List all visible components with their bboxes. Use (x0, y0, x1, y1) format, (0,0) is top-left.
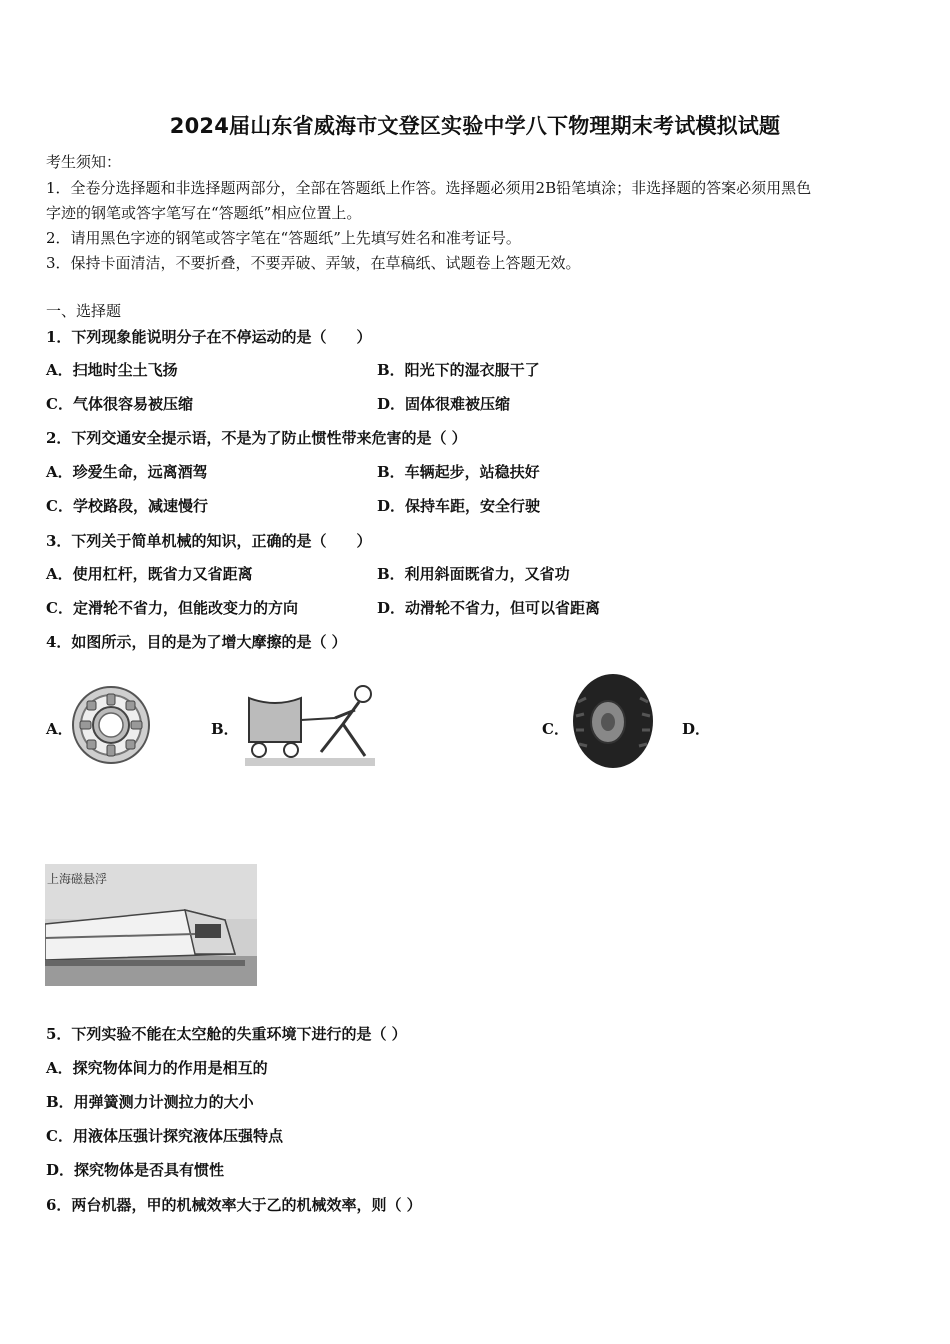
q1-option-b: B．阳光下的湿衣服干了 (377, 361, 540, 379)
tire-image (570, 672, 656, 774)
q3-option-c: C．定滑轮不省力，但能改变力的方向 (46, 599, 298, 617)
question-4-stem: 4．如图所示，目的是为了增大摩擦的是（ ） (46, 633, 347, 651)
notice-item-1: 1．全卷分选择题和非选择题两部分，全部在答题纸上作答。选择题必须用2B铅笔填涂；非选择题的答案必须用黑色 (46, 179, 812, 197)
q2-option-b: B．车辆起步，站稳扶好 (377, 463, 540, 481)
q3-option-d: D．动滑轮不省力，但可以省距离 (377, 599, 601, 617)
q4-label-c: C． (542, 720, 569, 738)
q4-label-a: A． (46, 720, 73, 738)
bearing-image (70, 684, 152, 770)
q2-option-d: D．保持车距，安全行驶 (377, 497, 541, 515)
notice-heading: 考生须知： (46, 153, 122, 171)
page-title: 2024届山东省威海市文登区实验中学八下物理期末考试模拟试题 (169, 114, 781, 138)
q5-option-b: B．用弹簧测力计测拉力的大小 (46, 1093, 254, 1111)
q5-option-d: D．探究物体是否具有惯性 (46, 1161, 225, 1179)
q5-option-a: A．探究物体间力的作用是相互的 (46, 1059, 268, 1077)
q4-label-b: B． (211, 720, 239, 738)
q3-option-b: B．利用斜面既省力，又省功 (377, 565, 570, 583)
notice-item-1-cont: 字迹的钢笔或答字笔写在“答题纸”相应位置上。 (46, 204, 362, 222)
notice-item-3: 3．保持卡面清洁，不要折叠，不要弄破、弄皱，在草稿纸、试题卷上答题无效。 (46, 254, 581, 272)
question-5-stem: 5．下列实验不能在太空舱的失重环境下进行的是（ ） (46, 1025, 407, 1043)
q2-option-a: A．珍爱生命，远离酒驾 (46, 463, 208, 481)
q4-label-d: D． (682, 720, 711, 738)
maglev-train-image (45, 864, 257, 986)
maglev-caption: 上海磁悬浮 (47, 872, 108, 886)
q1-option-d: D．固体很难被压缩 (377, 395, 511, 413)
section-heading: 一、选择题 (46, 302, 122, 320)
question-3-stem: 3．下列关于简单机械的知识，正确的是（ ） (46, 532, 372, 550)
q1-option-c: C．气体很容易被压缩 (46, 395, 193, 413)
question-6-stem: 6．两台机器，甲的机械效率大于乙的机械效率，则（ ） (46, 1196, 422, 1214)
notice-item-2: 2．请用黑色字迹的钢笔或答字笔在“答题纸”上先填写姓名和准考证号。 (46, 229, 521, 247)
cart-pulling-image (245, 680, 375, 770)
question-2-stem: 2．下列交通安全提示语，不是为了防止惯性带来危害的是（ ） (46, 429, 467, 447)
q1-option-a: A．扫地时尘土飞扬 (46, 361, 178, 379)
question-1-stem: 1．下列现象能说明分子在不停运动的是（ ） (46, 328, 372, 346)
q3-option-a: A．使用杠杆，既省力又省距离 (46, 565, 253, 583)
q5-option-c: C．用液体压强计探究液体压强特点 (46, 1127, 283, 1145)
q2-option-c: C．学校路段，减速慢行 (46, 497, 208, 515)
